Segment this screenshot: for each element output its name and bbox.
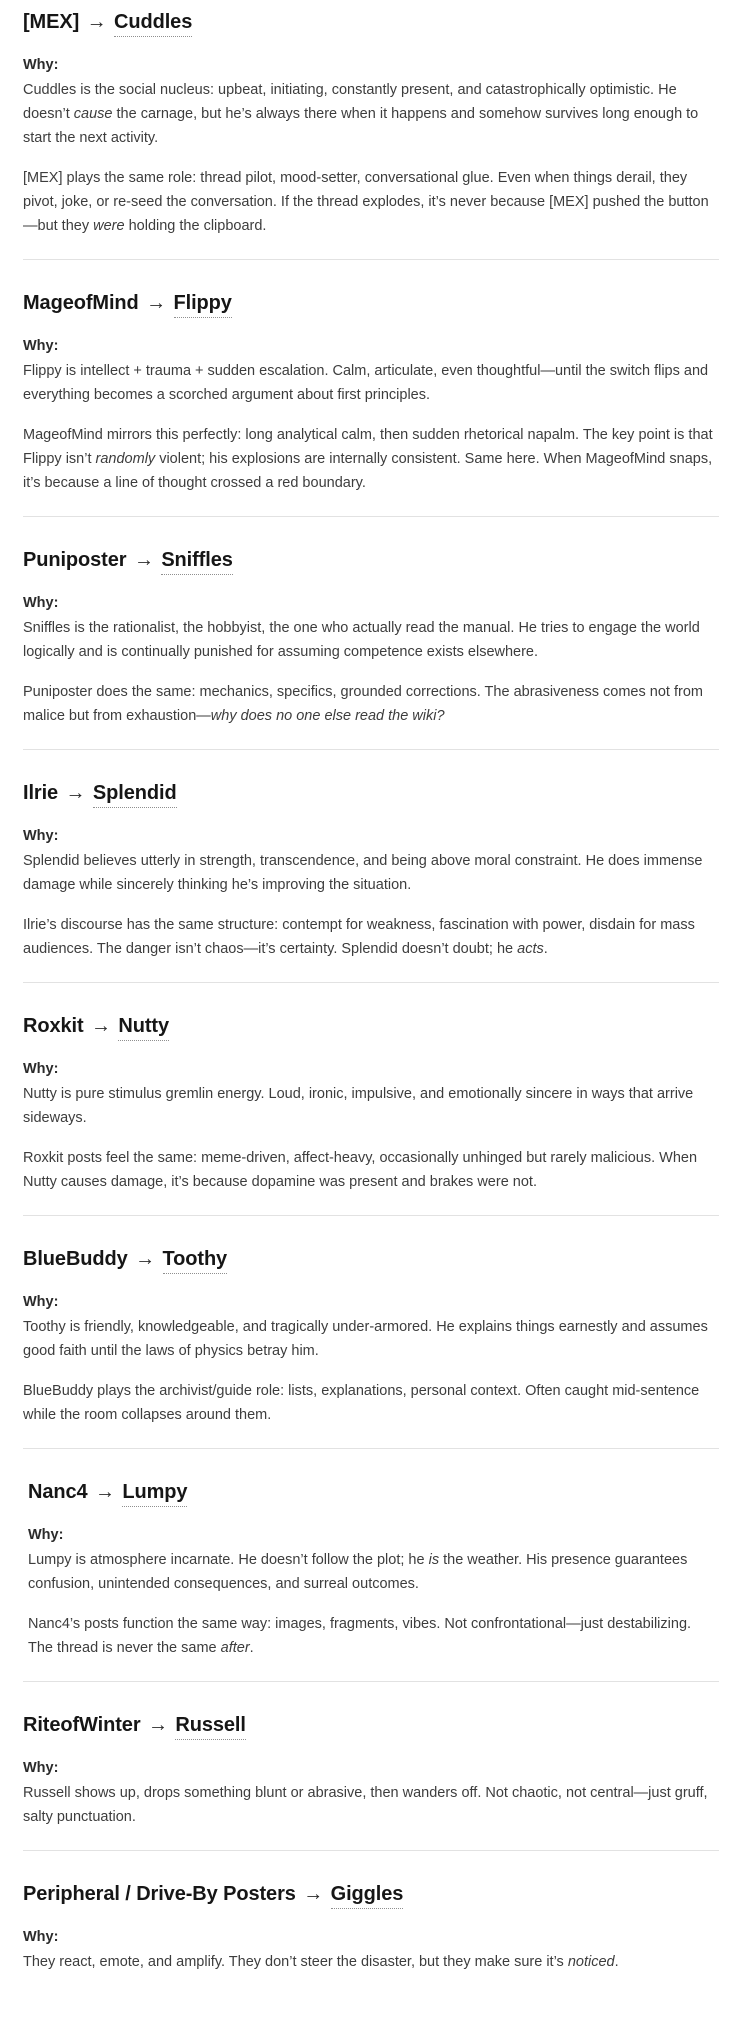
- text-run: Flippy is intellect + trauma + sudden escalation. Calm, articulate, even thoughtful—until the switch flips and everything becomes a scorched argument about first principles.: [23, 363, 709, 403]
- section-divider: [23, 516, 719, 517]
- section-heading: [23, 1246, 719, 1272]
- text-run: violent; his explosions are internally consistent. Same here. When MageofMind snaps, it’s because a line of thought crossed a red boundary.: [23, 451, 713, 491]
- section-paragraph: [23, 1082, 719, 1130]
- section-paragraph: [23, 1146, 719, 1194]
- text-run: Cuddles is the social nucleus: upbeat, initiating, constantly present, and catastrophically optimistic. He doesn’t: [23, 82, 677, 122]
- why-label: Why:: [23, 338, 59, 354]
- text-run: [MEX] plays the same role: thread pilot, mood-setter, conversational glue. Even when things derail, they pivot, joke, or re-seed the conversation. If the thread explodes, it’s never because [MEX] pushed the button—but they: [23, 170, 709, 234]
- section-heading: [23, 1013, 719, 1039]
- section-paragraph: [23, 849, 719, 897]
- arrow-glyph: →: [147, 1714, 168, 1736]
- text-run: .: [614, 1954, 619, 1970]
- section-paragraphs: [23, 1315, 719, 1427]
- section-paragraphs: [23, 359, 719, 495]
- text-run: Ilrie’s discourse has the same structure: contempt for weakness, fascination with power, disdain for mass audiences. The danger isn’t chaos—it’s certainty. Splendid doesn’t doubt; he: [23, 917, 695, 957]
- text-run: They react, emote, and amplify. They don’t steer the disaster, but they make sure it’s: [23, 1954, 568, 1970]
- section-divider: [23, 749, 719, 750]
- text-run: Russell shows up, drops something blunt or abrasive, then wanders off. Not chaotic, not central—just gruff, salty punctuation.: [23, 1785, 708, 1825]
- target-name-link[interactable]: Giggles: [331, 1883, 404, 1909]
- target-name-link[interactable]: Flippy: [174, 292, 232, 318]
- italic-text-run: randomly: [95, 451, 156, 467]
- target-name-link[interactable]: Toothy: [163, 1248, 228, 1274]
- character-mapping-section: [23, 290, 719, 495]
- italic-text-run: noticed: [567, 1954, 615, 1970]
- target-name-link[interactable]: Cuddles: [114, 11, 192, 37]
- text-run: Roxkit posts feel the same: meme-driven, affect-heavy, occasionally unhinged but rarely malicious. When Nutty causes damage, it’s because dopamine was present and brakes were not.: [23, 1150, 698, 1190]
- italic-text-run: after: [220, 1640, 250, 1656]
- section-paragraph: [28, 1612, 719, 1660]
- text-run: Puniposter does the same: mechanics, specifics, grounded corrections. The abrasiveness comes not from malice but from exhaustion—: [23, 684, 703, 724]
- section-paragraphs: [28, 1548, 719, 1660]
- section-paragraph: [23, 1950, 719, 1974]
- italic-text-run: cause: [73, 106, 113, 122]
- section-heading: [28, 1479, 719, 1505]
- arrow-glyph: →: [95, 1481, 115, 1503]
- text-run: the carnage, but he’s always there when it happens and somehow survives long enough to start the next activity.: [23, 106, 699, 146]
- character-mapping-section: [23, 1881, 719, 1974]
- source-name: Peripheral / Drive-By Posters: [23, 1883, 296, 1905]
- target-name-link[interactable]: Splendid: [93, 782, 177, 808]
- why-label: Why:: [23, 57, 59, 73]
- section-divider: [23, 1215, 719, 1216]
- why-label: Why:: [23, 828, 59, 844]
- source-name: Roxkit: [23, 1015, 84, 1037]
- section-divider: [23, 1448, 719, 1449]
- section-paragraph: [23, 680, 719, 728]
- character-mapping-section: [23, 9, 719, 238]
- section-divider: [23, 982, 719, 983]
- why-label: Why:: [23, 1061, 59, 1077]
- source-name: Puniposter: [23, 549, 127, 571]
- section-paragraphs: [23, 1950, 719, 1974]
- text-run: Splendid believes utterly in strength, transcendence, and being above moral constraint. He does immense damage while sincerely thinking he’s improving the situation.: [23, 853, 703, 893]
- text-run: MageofMind mirrors this perfectly: long analytical calm, then sudden rhetorical napalm. The key point is that Flippy isn’t: [23, 427, 713, 467]
- section-divider: [23, 259, 719, 260]
- text-run: the weather. His presence guarantees confusion, unintended consequences, and surreal outcomes.: [28, 1552, 688, 1592]
- arrow-glyph: →: [146, 292, 167, 314]
- italic-text-run: is: [428, 1552, 440, 1568]
- section-paragraph: [23, 359, 719, 407]
- text-run: Nanc4’s posts function the same way: images, fragments, vibes. Not confrontational—just destabilizing. The thread is never the same: [28, 1616, 692, 1656]
- section-paragraph: [23, 423, 719, 495]
- why-label: Why:: [28, 1527, 64, 1543]
- source-name: RiteofWinter: [23, 1714, 141, 1736]
- target-name-link[interactable]: Russell: [175, 1714, 245, 1740]
- arrow-glyph: →: [86, 11, 107, 33]
- section-divider: [23, 1681, 719, 1682]
- section-paragraphs: [23, 78, 719, 238]
- section-heading: [23, 780, 719, 806]
- arrow-glyph: →: [133, 549, 154, 571]
- character-mapping-section: [23, 1712, 719, 1829]
- section-paragraph: [23, 616, 719, 664]
- why-label: Why:: [23, 595, 59, 611]
- source-name: Ilrie: [23, 782, 59, 804]
- character-mapping-section: [23, 780, 719, 961]
- arrow-glyph: →: [65, 782, 86, 804]
- target-name-link[interactable]: Nutty: [118, 1015, 169, 1041]
- text-run: holding the clipboard.: [124, 218, 267, 234]
- why-label: Why:: [23, 1929, 59, 1945]
- section-paragraph: [23, 1315, 719, 1363]
- section-paragraph: [23, 166, 719, 238]
- section-paragraph: [23, 1781, 719, 1829]
- text-run: Sniffles is the rationalist, the hobbyist, the one who actually read the manual. He tries to engage the world logically and is continually punished for assuming competence exists elsewhere.: [23, 620, 700, 660]
- source-name: Nanc4: [28, 1481, 88, 1503]
- character-mapping-section: [23, 1246, 719, 1427]
- source-name: [MEX]: [23, 11, 80, 33]
- arrow-glyph: →: [135, 1248, 156, 1270]
- section-paragraphs: [23, 1082, 719, 1194]
- section-heading: [23, 547, 719, 573]
- italic-text-run: were: [93, 218, 125, 234]
- section-heading: [23, 9, 719, 35]
- character-mapping-section: [23, 1013, 719, 1194]
- section-paragraph: [23, 78, 719, 150]
- character-mapping-section: [23, 547, 719, 728]
- text-run: Nutty is pure stimulus gremlin energy. Loud, ironic, impulsive, and emotionally sincere in ways that arrive sideways.: [23, 1086, 694, 1126]
- text-run: .: [543, 941, 548, 957]
- source-name: BlueBuddy: [23, 1248, 128, 1270]
- section-paragraphs: [23, 1781, 719, 1829]
- why-label: Why:: [23, 1294, 59, 1310]
- text-run: .: [249, 1640, 254, 1656]
- text-run: BlueBuddy plays the archivist/guide role: lists, explanations, personal context. Often caught mid-sentence while the room collapses around them.: [23, 1383, 700, 1423]
- arrow-glyph: →: [303, 1883, 324, 1905]
- section-paragraphs: [23, 849, 719, 961]
- section-heading: [23, 1712, 719, 1738]
- section-paragraph: [23, 1379, 719, 1427]
- target-name-link[interactable]: Sniffles: [161, 549, 232, 575]
- character-mapping-section: [23, 1479, 719, 1660]
- italic-text-run: acts: [517, 941, 544, 957]
- source-name: MageofMind: [23, 292, 139, 314]
- section-paragraph: [23, 913, 719, 961]
- arrow-glyph: →: [91, 1015, 111, 1037]
- section-paragraphs: [23, 616, 719, 728]
- section-heading: [23, 1881, 719, 1907]
- why-label: Why:: [23, 1760, 59, 1776]
- text-run: Toothy is friendly, knowledgeable, and tragically under-armored. He explains things earnestly and assumes good faith until the laws of physics betray him.: [23, 1319, 708, 1359]
- section-paragraph: [28, 1548, 719, 1596]
- section-heading: [23, 290, 719, 316]
- italic-text-run: why does no one else read the wiki?: [210, 708, 445, 724]
- text-run: Lumpy is atmosphere incarnate. He doesn’t follow the plot; he: [28, 1552, 429, 1568]
- section-divider: [23, 1850, 719, 1851]
- target-name-link[interactable]: Lumpy: [122, 1481, 187, 1507]
